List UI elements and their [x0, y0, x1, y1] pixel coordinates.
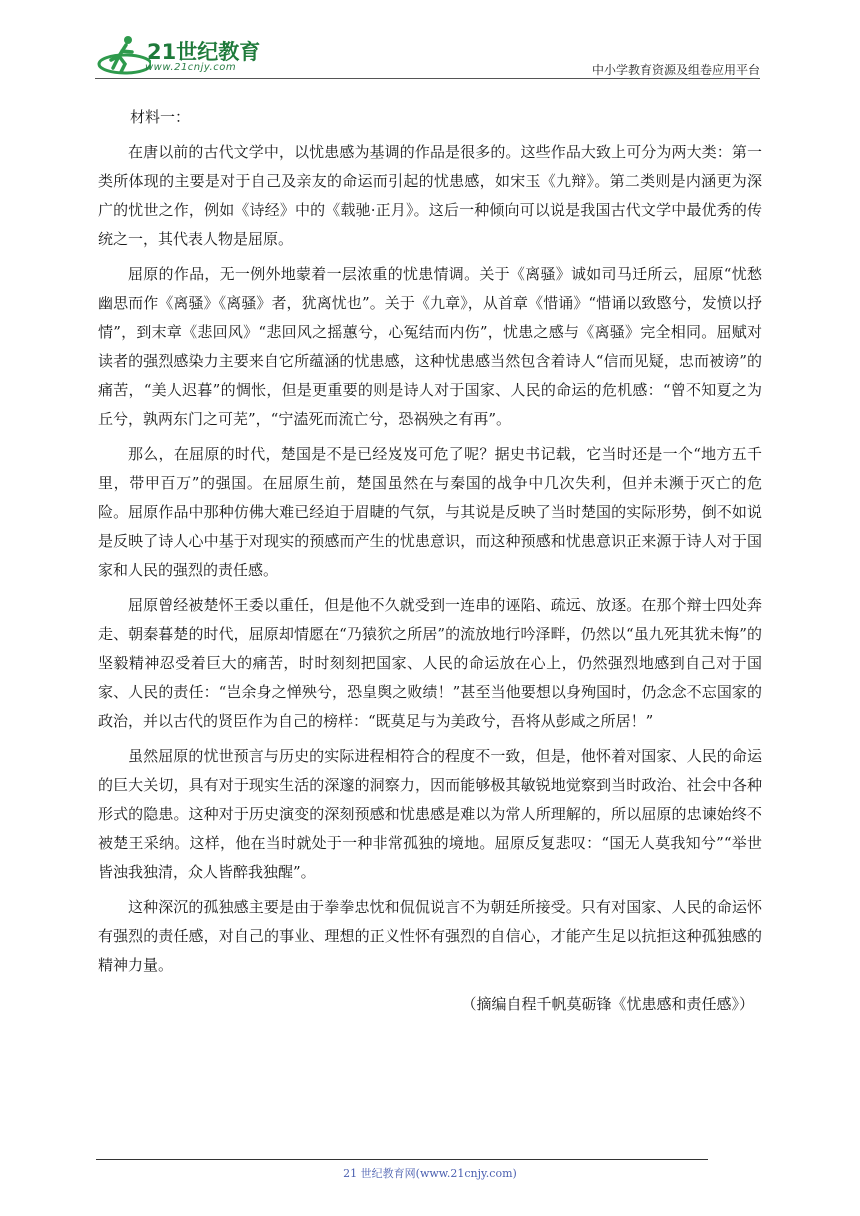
- header-divider: [95, 78, 760, 79]
- runner-icon: [95, 34, 151, 78]
- source-citation: （摘编自程千帆莫砺锋《忧患感和责任感》）: [461, 995, 754, 1013]
- paragraph-1: 在唐以前的古代文学中，以忧患感为基调的作品是很多的。这些作品大致上可分为两大类：第一类所体现的主要是对于自己及亲友的命运而引起的忧患感，如宋玉《九辩》。第二类则是内涵更为深广的忧世之作，例如《诗经》中的《载驰·正月》。这后一种倾向可以说是我国古代文学中最优秀的传统之一，其代表人物是屈原。: [98, 143, 762, 248]
- page-header: [95, 30, 760, 80]
- document-body: [98, 103, 762, 1019]
- section-label: 材料一：: [130, 108, 191, 126]
- brand-logo[interactable]: [95, 34, 265, 78]
- paragraph-4: 屈原曾经被楚怀王委以重任，但是他不久就受到一连串的诬陷、疏远、放逐。在那个辩士四处奔走、朝秦暮楚的时代，屈原却情愿在“乃猿狖之所居”的流放地行吟泽畔，仍然以“虽九死其犹未悔”的坚毅精神忍受着巨大的痛苦，时时刻刻把国家、人民的命运放在心上，仍然强烈地感到自己对于国家、人民的责任：“岂余身之惮殃兮，恐皇舆之败绩！”甚至当他要想以身殉国时，仍念念不忘国家的政治，并以古代的贤臣作为自己的榜样：“既莫足与为美政兮，吾将从彭咸之所居！”: [98, 596, 762, 730]
- paragraph-2: 屈原的作品，无一例外地蒙着一层浓重的忧患情调。关于《离骚》诚如司马迁所云，屈原“忧愁幽思而作《离骚》《离骚》者，犹离忧也”。关于《九章》，从首章《惜诵》“惜诵以致愍兮，发愤以抒情”，到末章《悲回风》“悲回风之摇蕙兮，心冤结而内伤”，忧患之感与《离骚》完全相同。屈赋对读者的强烈感染力主要来自它所蕴涵的忧患感，这种忧患感当然包含着诗人“信而见疑，忠而被谤”的痛苦，“美人迟暮”的惆怅，但是更重要的则是诗人对于国家、人民的命运的危机感：“曾不知夏之为丘兮，孰两东门之可芜”，“宁溘死而流亡兮，恐祸殃之有再”。: [98, 265, 762, 428]
- logo-brand-text: 21世纪教育: [147, 40, 261, 64]
- logo-url-text: www.21cnjy.com: [145, 62, 237, 73]
- footer-link[interactable]: 21 世纪教育网(www.21cnjy.com): [343, 1167, 517, 1180]
- paragraph-6: 这种深沉的孤独感主要是由于拳拳忠忱和侃侃说言不为朝廷所接受。只有对国家、人民的命运怀有强烈的责任感，对自己的事业、理想的正义性怀有强烈的自信心，才能产生足以抗拒这种孤独感的精神力量。: [98, 898, 762, 974]
- footer-divider: [96, 1159, 708, 1160]
- header-tagline: 中小学教育资源及组卷应用平台: [591, 63, 760, 77]
- paragraph-5: 虽然屈原的忧世预言与历史的实际进程相符合的程度不一致，但是，他怀着对国家、人民的命运的巨大关切，具有对于现实生活的深邃的洞察力，因而能够极其敏锐地觉察到当时政治、社会中各种形式的隐患。这种对于历史演变的深刻预感和忧患感是难以为常人所理解的，所以屈原的忠谏始终不被楚王采纳。这样，他在当时就处于一种非常孤独的境地。屈原反复悲叹：“国无人莫我知兮”“举世皆浊我独清，众人皆醉我独醒”。: [98, 747, 762, 881]
- paragraph-3: 那么，在屈原的时代，楚国是不是已经岌岌可危了呢？据史书记载，它当时还是一个“地方五千里，带甲百万”的强国。在屈原生前，楚国虽然在与秦国的战争中几次失利，但并未濒于灭亡的危险。屈原作品中那种仿佛大难已经迫于眉睫的气氛，与其说是反映了当时楚国的实际形势，倒不如说是反映了诗人心中基于对现实的预感而产生的忧患意识，而这种预感和忧患意识正来源于诗人对于国家和人民的强烈的责任感。: [98, 445, 762, 579]
